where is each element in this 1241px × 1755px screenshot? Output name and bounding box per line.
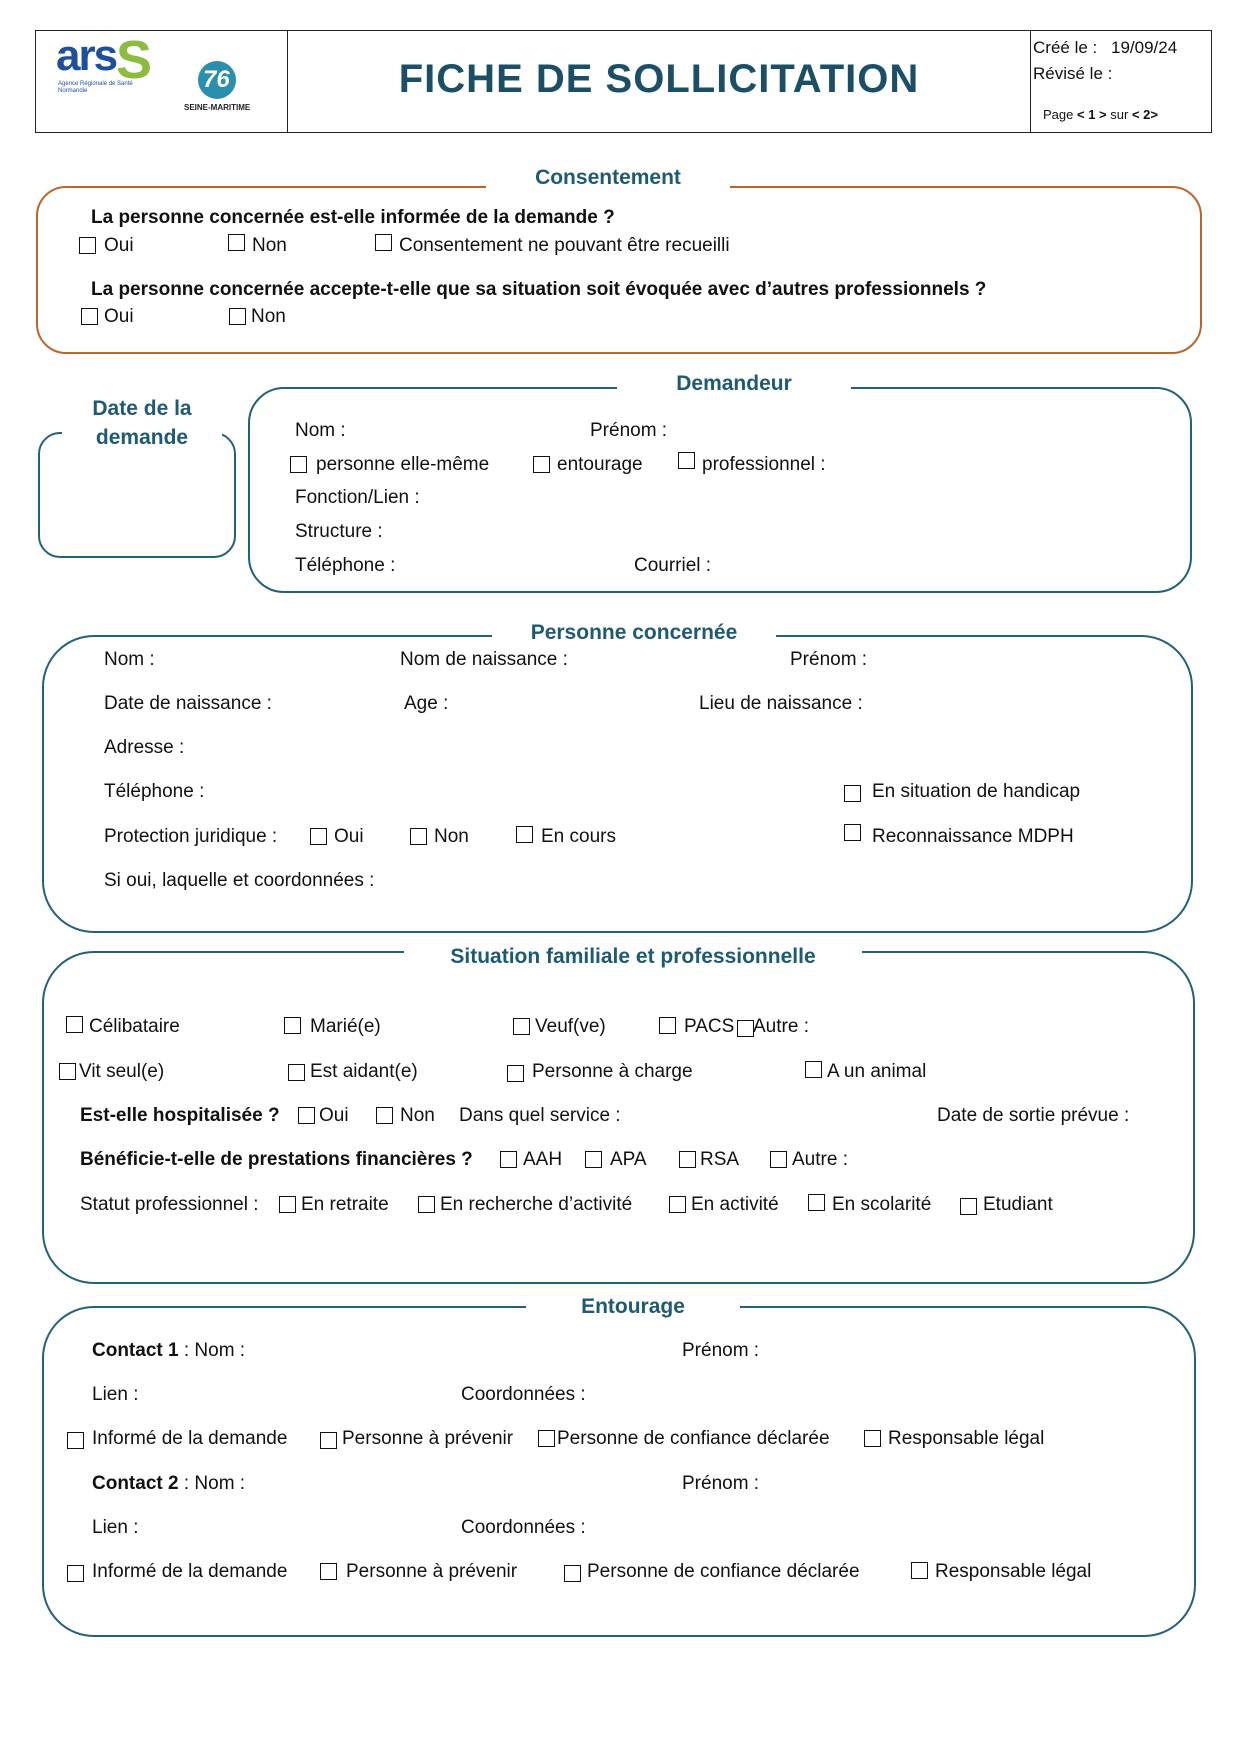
contact-1-prenom-label: Prénom :: [682, 1340, 760, 1361]
consent-question-2: La personne concernée accepte-t-elle que sa situation soit évoquée avec d’autres professionnels ?: [91, 279, 987, 300]
recherche-label: En recherche d’activité: [440, 1194, 633, 1215]
date-sortie-label: Date de sortie prévue :: [937, 1105, 1130, 1126]
contact-2-lien-label: Lien :: [92, 1517, 139, 1538]
ars-logo-s: S: [116, 30, 153, 90]
aah-label: AAH: [523, 1149, 563, 1170]
contact-2-prenom-label: Prénom :: [682, 1473, 760, 1494]
vit-seul-checkbox[interactable]: [59, 1063, 76, 1080]
marie-checkbox[interactable]: [284, 1017, 301, 1034]
seine-maritime-logo: 76 SEINE-MARITIME: [186, 61, 256, 131]
contact-1-legal-label: Responsable légal: [888, 1428, 1045, 1449]
contact-2-legal-checkbox[interactable]: [911, 1562, 928, 1579]
marie-label: Marié(e): [310, 1016, 381, 1037]
contact-1-confiance-checkbox[interactable]: [538, 1430, 555, 1447]
protection-label: Protection juridique :: [104, 826, 278, 847]
contact-2-confiance-label: Personne de confiance déclarée: [587, 1561, 860, 1582]
apa-label: APA: [610, 1149, 647, 1170]
veuf-label: Veuf(ve): [535, 1016, 606, 1037]
entourage-title: Entourage: [526, 1294, 740, 1320]
contact-1-confiance-label: Personne de confiance déclarée: [557, 1428, 830, 1449]
situation-title: Situation familiale et professionnelle: [404, 944, 862, 970]
vit-seul-label: Vit seul(e): [79, 1061, 165, 1082]
autre-situation-checkbox[interactable]: [737, 1020, 754, 1037]
q1-non-label: Non: [252, 235, 287, 256]
q2-non-checkbox[interactable]: [229, 308, 246, 325]
protection-oui-label: Oui: [334, 826, 364, 847]
protection-details-label: Si oui, laquelle et coordonnées :: [104, 870, 375, 891]
pacs-checkbox[interactable]: [659, 1017, 676, 1034]
scolarite-label: En scolarité: [832, 1194, 932, 1215]
page-title: FICHE DE SOLLICITATION: [398, 57, 920, 101]
contact-2-header: Contact 2 : Nom :: [92, 1473, 246, 1494]
q2-oui-checkbox[interactable]: [81, 308, 98, 325]
handicap-checkbox[interactable]: [844, 785, 861, 802]
consent-question-1: La personne concernée est-elle informée de la demande ?: [91, 207, 615, 228]
contact-1-prevenir-checkbox[interactable]: [320, 1432, 337, 1449]
contact-2-prevenir-label: Personne à prévenir: [346, 1561, 518, 1582]
protection-oui-checkbox[interactable]: [310, 828, 327, 845]
contact-1-header: Contact 1 : Nom :: [92, 1340, 246, 1361]
contact-2-informe-label: Informé de la demande: [92, 1561, 288, 1582]
personne-prenom-label: Prénom :: [790, 649, 868, 670]
aidant-label: Est aidant(e): [310, 1061, 418, 1082]
created-value: 19/09/24: [1111, 38, 1178, 57]
personne-nom-naissance-label: Nom de naissance :: [400, 649, 568, 670]
document-header: [35, 30, 1212, 133]
mdph-checkbox[interactable]: [844, 824, 861, 841]
recherche-checkbox[interactable]: [418, 1196, 435, 1213]
statut-label: Statut professionnel :: [80, 1194, 259, 1215]
personne-title: Personne concernée: [492, 620, 776, 646]
contact-1-coord-label: Coordonnées :: [461, 1384, 586, 1405]
page-counter: Page < 1 > sur < 2>: [1043, 107, 1158, 122]
q2-non-label: Non: [251, 306, 286, 327]
protection-en-cours-label: En cours: [541, 826, 616, 847]
demandeur-telephone-label: Téléphone :: [295, 555, 396, 576]
contact-2-prevenir-checkbox[interactable]: [320, 1563, 337, 1580]
animal-checkbox[interactable]: [805, 1061, 822, 1078]
q1-oui-checkbox[interactable]: [79, 237, 96, 254]
etudiant-checkbox[interactable]: [960, 1198, 977, 1215]
personne-date-naissance-label: Date de naissance :: [104, 693, 272, 714]
demandeur-self-checkbox[interactable]: [290, 456, 307, 473]
etudiant-label: Etudiant: [983, 1194, 1053, 1215]
protection-en-cours-checkbox[interactable]: [516, 826, 533, 843]
personne-telephone-label: Téléphone :: [104, 781, 205, 802]
hospit-non-checkbox[interactable]: [376, 1107, 393, 1124]
retraite-checkbox[interactable]: [279, 1196, 296, 1213]
contact-2-confiance-checkbox[interactable]: [564, 1565, 581, 1582]
consentement-title: Consentement: [486, 165, 730, 191]
personne-nom-label: Nom :: [104, 649, 155, 670]
demandeur-nom-label: Nom :: [295, 420, 346, 441]
demandeur-entourage-checkbox[interactable]: [533, 456, 550, 473]
demandeur-self-label: personne elle-même: [316, 454, 490, 475]
ars-logo: ars S Agence Régionale de Santé Normandie: [56, 30, 153, 94]
q1-non-checkbox[interactable]: [228, 234, 245, 251]
q1-oui-label: Oui: [104, 235, 134, 256]
prestation-autre-checkbox[interactable]: [770, 1151, 787, 1168]
prestation-autre-label: Autre :: [792, 1149, 848, 1170]
contact-2-coord-label: Coordonnées :: [461, 1517, 586, 1538]
contact-1-legal-checkbox[interactable]: [864, 1430, 881, 1447]
a-charge-label: Personne à charge: [532, 1061, 693, 1082]
veuf-checkbox[interactable]: [513, 1018, 530, 1035]
animal-label: A un animal: [827, 1061, 927, 1082]
contact-2-informe-checkbox[interactable]: [67, 1565, 84, 1582]
personne-lieu-naissance-label: Lieu de naissance :: [699, 693, 863, 714]
aidant-checkbox[interactable]: [288, 1064, 305, 1081]
demandeur-pro-label: professionnel :: [702, 454, 826, 475]
demandeur-fonction-label: Fonction/Lien :: [295, 487, 420, 508]
pacs-label: PACS: [684, 1016, 735, 1037]
created-label: Créé le :: [1033, 38, 1098, 57]
personne-age-label: Age :: [404, 693, 449, 714]
protection-non-label: Non: [434, 826, 469, 847]
date-demande-title: Date de la demande: [62, 394, 222, 452]
mdph-label: Reconnaissance MDPH: [872, 826, 1074, 847]
aah-checkbox[interactable]: [500, 1151, 517, 1168]
contact-2-legal-label: Responsable légal: [935, 1561, 1092, 1582]
contact-1-informe-label: Informé de la demande: [92, 1428, 288, 1449]
contact-1-informe-checkbox[interactable]: [67, 1432, 84, 1449]
protection-non-checkbox[interactable]: [410, 828, 427, 845]
handicap-label: En situation de handicap: [872, 781, 1081, 802]
demandeur-pro-checkbox[interactable]: [678, 452, 695, 469]
contact-1-lien-label: Lien :: [92, 1384, 139, 1405]
retraite-label: En retraite: [301, 1194, 389, 1215]
hospitalisation-question: Est-elle hospitalisée ?: [80, 1105, 280, 1126]
contact-1-prevenir-label: Personne à prévenir: [342, 1428, 514, 1449]
activite-label: En activité: [691, 1194, 779, 1215]
q2-oui-label: Oui: [104, 306, 134, 327]
personne-adresse-label: Adresse :: [104, 737, 185, 758]
prestations-question: Bénéficie-t-elle de prestations financières ?: [80, 1149, 473, 1170]
scolarite-checkbox[interactable]: [808, 1194, 825, 1211]
demandeur-courriel-label: Courriel :: [634, 555, 712, 576]
apa-checkbox[interactable]: [585, 1151, 602, 1168]
hospit-non-label: Non: [400, 1105, 435, 1126]
demandeur-title: Demandeur: [617, 371, 851, 397]
activite-checkbox[interactable]: [669, 1196, 686, 1213]
q1-impossible-label: Consentement ne pouvant être recueilli: [399, 235, 730, 256]
hospit-oui-label: Oui: [319, 1105, 349, 1126]
celibataire-label: Célibataire: [89, 1016, 180, 1037]
demandeur-structure-label: Structure :: [295, 521, 383, 542]
logo-cell: [36, 31, 288, 132]
revision-cell: [1030, 31, 1211, 132]
demandeur-prenom-label: Prénom :: [590, 420, 668, 441]
service-label: Dans quel service :: [459, 1105, 621, 1126]
a-charge-checkbox[interactable]: [507, 1065, 524, 1082]
rsa-label: RSA: [700, 1149, 740, 1170]
autre-situation-label: Autre :: [753, 1016, 809, 1037]
hospit-oui-checkbox[interactable]: [298, 1107, 315, 1124]
demandeur-entourage-label: entourage: [557, 454, 643, 475]
rsa-checkbox[interactable]: [679, 1151, 696, 1168]
revised-label: Révisé le :: [1033, 64, 1113, 83]
q1-impossible-checkbox[interactable]: [375, 234, 392, 251]
celibataire-checkbox[interactable]: [66, 1016, 83, 1033]
